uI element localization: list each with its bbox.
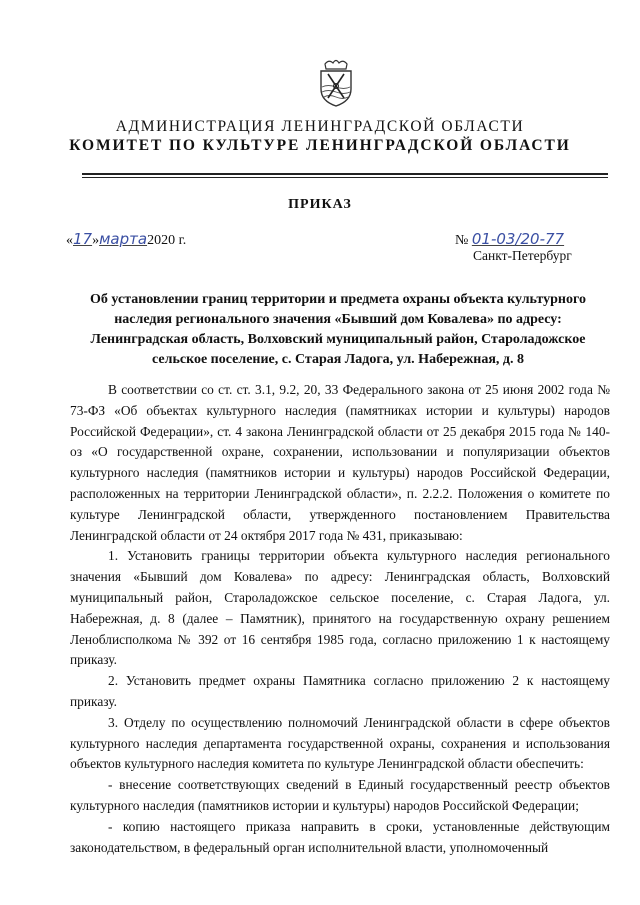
date-close-quote: » [92,233,100,248]
document-title: ПРИКАЗ [288,197,352,212]
number-value: 01-03/20-77 [471,230,565,248]
date-open-quote: « [66,233,73,248]
header-divider-thin [82,177,608,178]
document-subject: Об установлении границ территории и предмета охраны объекта культурного наследия регионального значения «Бывший дом Ковалева» по адресу: Ленинградская область, Волховский муниципальный район, Староладожское сельское поселение, с. Старая Ладога, ул. Набережная, д. 8 [90,292,586,367]
body-paragraph: - внесение соответствующих сведений в Единый государственный реестр объектов культурного наследия (памятников истории и культуры) народов Российской Федерации; [70,777,610,813]
number-label: № [455,233,469,248]
body-paragraph: 2. Установить предмет охраны Памятника согласно приложению 2 к настоящему приказу. [70,673,610,709]
document-body [70,380,610,858]
document-date [66,230,186,249]
body-paragraph: 1. Установить границы территории объекта культурного наследия регионального значения «Бывший дом Ковалева» по адресу: Ленинградская область, Волховский муниципальный район, Староладожское сельское поселение, с. Старая Ладога, ул. Набережная, д. 8 (далее – Памятник), принятого на государственную охрану решением Леноблисполкома № 392 от 16 сентября 1985 года, согласно приложению 1 к настоящему приказу. [70,548,610,668]
coat-of-arms-emblem [317,56,355,108]
org-name-administration: АДМИНИСТРАЦИЯ ЛЕНИНГРАДСКОЙ ОБЛАСТИ [115,118,525,135]
header-divider-thick [82,173,608,175]
body-paragraph: В соответствии со ст. ст. 3.1, 9.2, 20, 33 Федерального закона от 25 июня 2002 года № 73-ФЗ «Об объектах культурного наследия (памятниках истории и культуры) народов Российской Федерации», ст. 4 закона Ленинградской области от 25 декабря 2015 года № 140-оз «О государственной охране, сохранении, использовании и популяризации объектов культурного наследия (памятников истории и культуры) народов Российской Федерации, расположенных на территории Ленинградской области», п. 2.2.2. Положения о комитете по культуре Ленинградской области, утвержденного постановлением Правительства Ленинградской области от 24 октября 2017 года № 431, приказываю: [70,382,610,543]
date-month: марта [99,230,148,248]
document-number [455,230,564,249]
org-name-committee: КОМИТЕТ ПО КУЛЬТУРЕ ЛЕНИНГРАДСКОЙ ОБЛАСТИ [69,137,571,154]
document-city: Санкт-Петербург [473,248,572,263]
body-paragraph: 3. Отделу по осуществлению полномочий Ленинградской области в сфере объектов культурного наследия департамента государственной охраны, сохранения и использования объектов культурного наследия комитета по культуре Ленинградской области обеспечить: [70,714,610,772]
date-year: 2020 г. [147,233,187,248]
date-day: 17 [73,230,93,248]
body-paragraph: - копию настоящего приказа направить в сроки, установленные действующим законодательством, в федеральный орган исполнительной власти, уполномоченный [70,818,610,855]
